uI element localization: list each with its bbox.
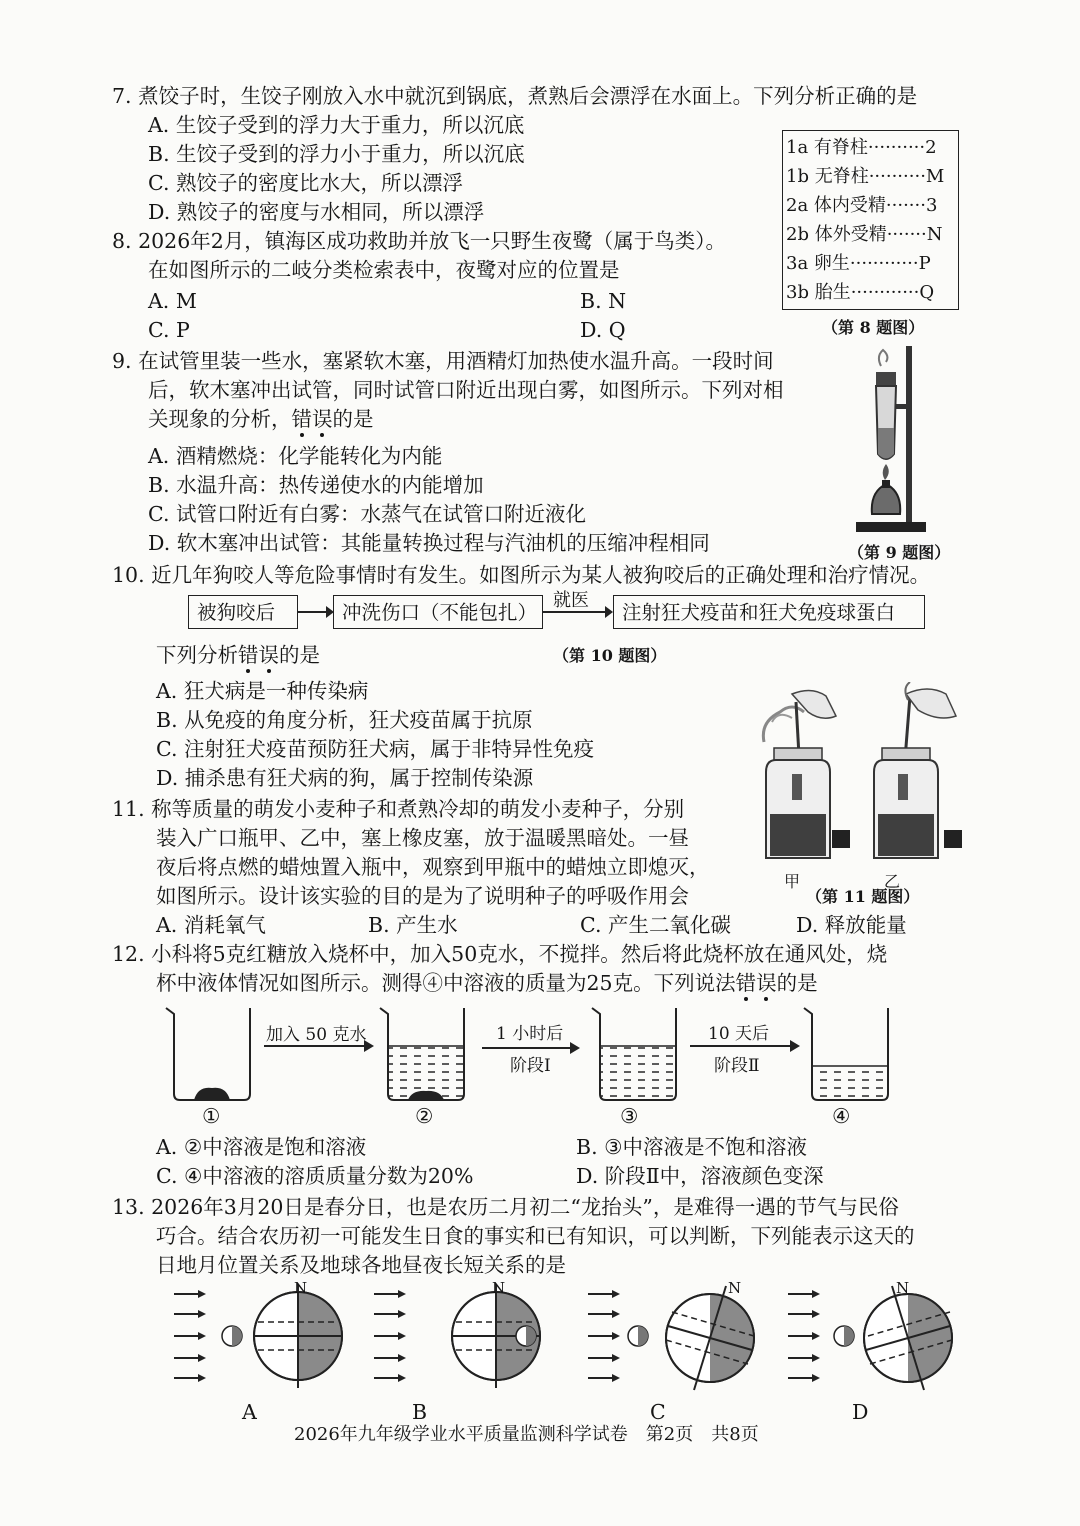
q12-arrow-3-bottom: 阶段Ⅱ bbox=[714, 1056, 760, 1076]
q11-option-c: C. 产生二氧化碳 bbox=[580, 913, 731, 937]
q8-option-b: B. N bbox=[580, 289, 627, 313]
q8-option-c: C. P bbox=[148, 318, 190, 342]
q7-option-a: A. 生饺子受到的浮力大于重力，所以沉底 bbox=[148, 113, 525, 137]
q8-key-row: 2b 体外受精·······N bbox=[786, 224, 943, 245]
q9-test-tube-figure bbox=[848, 342, 928, 538]
q13-option-label-a: A bbox=[242, 1400, 257, 1424]
beaker-3 bbox=[592, 1008, 676, 1100]
q10-flow-step-bitten: 被狗咬后 bbox=[188, 595, 298, 629]
q12-option-b: B. ③中溶液是不饱和溶液 bbox=[576, 1135, 807, 1159]
page-footer: 2026年九年级学业水平质量监测科学试卷 第2页 共8页 bbox=[294, 1424, 759, 1445]
q13-diagram-a bbox=[174, 1284, 344, 1388]
jar-jia bbox=[763, 690, 850, 858]
q12-arrow-1-label: 加入 50 克水 bbox=[266, 1025, 367, 1045]
beaker-1 bbox=[166, 1008, 250, 1100]
q11-option-a: A. 消耗氧气 bbox=[156, 913, 266, 937]
beaker-2 bbox=[380, 1008, 464, 1100]
q10-caption: （第 10 题图） bbox=[553, 646, 667, 665]
q8-option-a: A. M bbox=[148, 289, 197, 313]
q12-stem-1: 12. 小科将5克红糖放入烧杯中，加入50克水，不搅拌。然后将此烧杯放在通风处，烧 bbox=[112, 942, 888, 966]
q9-stem-3-part: 的是 bbox=[332, 407, 374, 431]
q13-option-label-b: B bbox=[412, 1400, 428, 1424]
q13-option-label-d: D bbox=[852, 1400, 869, 1424]
q11-stem-2: 装入广口瓶甲、乙中，塞上橡皮塞，放于温暖黑暗处。一昼 bbox=[156, 826, 689, 850]
q10-sub-part: 的是 bbox=[279, 643, 320, 667]
q11-jars-figure bbox=[752, 682, 972, 872]
q10-flow-label-doctor: 就医 bbox=[553, 590, 589, 611]
q7-option-b: B. 生饺子受到的浮力小于重力，所以沉底 bbox=[148, 142, 525, 166]
q9-option-a: A. 酒精燃烧：化学能转化为内能 bbox=[148, 444, 443, 468]
q12-arrow-3-top: 10 天后 bbox=[708, 1024, 770, 1044]
q12-option-a: A. ②中溶液是饱和溶液 bbox=[156, 1135, 367, 1159]
q8-key-row: 3b 胎生············Q bbox=[786, 282, 935, 303]
q10-flow-arrow bbox=[298, 602, 334, 622]
q10-sub-part: 下列分析 bbox=[156, 643, 238, 667]
q10-sub-stem bbox=[156, 641, 320, 669]
q13-earth-moon-figure bbox=[168, 1280, 968, 1398]
q12-emphasis: 错 bbox=[735, 971, 757, 995]
q8-option-d: D. Q bbox=[580, 318, 626, 342]
q13-north-label-a: N bbox=[294, 1279, 308, 1297]
q8-key-row: 1b 无脊柱··········M bbox=[786, 166, 945, 187]
q11-stem-3: 夜后将点燃的蜡烛置入瓶中，观察到甲瓶中的蜡烛立即熄灭， bbox=[156, 855, 710, 879]
q13-diagram-d bbox=[788, 1286, 954, 1390]
q10-option-b: B. 从免疫的角度分析，狂犬疫苗属于抗原 bbox=[156, 708, 533, 732]
q12-option-c: C. ④中溶液的溶质质量分数为20% bbox=[156, 1164, 474, 1188]
q11-label-yi: 乙 bbox=[884, 872, 901, 891]
q9-option-b: B. 水温升高：热传递使水的内能增加 bbox=[148, 473, 484, 497]
q13-option-label-c: C bbox=[650, 1400, 666, 1424]
q7-stem: 7. 煮饺子时，生饺子刚放入水中就沉到锅底，煮熟后会漂浮在水面上。下列分析正确的是 bbox=[112, 84, 918, 108]
q8-stem-2: 在如图所示的二岐分类检索表中，夜鹭对应的位置是 bbox=[148, 258, 620, 282]
q12-option-d: D. 阶段Ⅱ中，溶液颜色变深 bbox=[576, 1164, 824, 1188]
q13-stem-2: 巧合。结合农历初一可能发生日食的事实和已有知识，可以判断，下列能表示这天的 bbox=[156, 1224, 915, 1248]
q13-north-label-b: N bbox=[492, 1279, 506, 1297]
q12-beaker-label: ③ bbox=[620, 1104, 639, 1128]
q12-beaker-label: ④ bbox=[832, 1104, 851, 1128]
q13-north-label-d: N bbox=[896, 1279, 910, 1297]
q9-emphasis: 误 bbox=[312, 407, 333, 431]
q10-flow-step-vaccine: 注射狂犬疫苗和狂犬免疫球蛋白 bbox=[613, 595, 925, 629]
q8-stem-1: 8. 2026年2月，镇海区成功救助并放飞一只野生夜鹭（属于鸟类）。 bbox=[112, 229, 727, 253]
q10-emphasis: 错 bbox=[238, 643, 259, 667]
q11-label-jia: 甲 bbox=[784, 872, 801, 891]
q13-diagram-b bbox=[374, 1284, 542, 1388]
q11-option-d: D. 释放能量 bbox=[796, 913, 907, 937]
q10-emphasis: 误 bbox=[258, 643, 279, 667]
q9-caption: （第 9 题图） bbox=[848, 543, 951, 562]
q9-stem-3-part: 关现象的分析， bbox=[148, 407, 292, 431]
q12-beaker-label: ① bbox=[202, 1104, 221, 1128]
q11-stem-1: 11. 称等质量的萌发小麦种子和煮熟冷却的萌发小麦种子，分别 bbox=[112, 797, 685, 821]
q8-key-row: 2a 体内受精·······3 bbox=[786, 195, 938, 216]
q8-key-row: 1a 有脊柱··········2 bbox=[786, 137, 937, 158]
q9-option-c: C. 试管口附近有白雾：水蒸气在试管口附近液化 bbox=[148, 502, 586, 526]
q11-stem-4: 如图所示。设计该实验的目的是为了说明种子的呼吸作用会 bbox=[156, 884, 689, 908]
q8-caption: （第 8 题图） bbox=[822, 318, 925, 337]
q9-emphasis: 错 bbox=[291, 407, 312, 431]
q9-option-d: D. 软木塞冲出试管：其能量转换过程与汽油机的压缩冲程相同 bbox=[148, 531, 710, 555]
q8-classification-key bbox=[782, 130, 959, 310]
q13-stem-3: 日地月位置关系及地球各地昼夜长短关系的是 bbox=[156, 1253, 566, 1277]
q9-stem-1: 9. 在试管里装一些水，塞紧软木塞，用酒精灯加热使水温升高。一段时间 bbox=[112, 349, 774, 373]
q10-flow-arrow bbox=[543, 602, 615, 622]
jar-yi bbox=[874, 682, 962, 858]
q7-option-d: D. 熟饺子的密度与水相同，所以漂浮 bbox=[148, 200, 485, 224]
q13-stem-1: 13. 2026年3月20日是春分日，也是农历二月初二“龙抬头”，是难得一遇的节气与民俗 bbox=[112, 1195, 899, 1219]
q12-stem-2-part: 的是 bbox=[776, 971, 818, 995]
q10-option-c: C. 注射狂犬疫苗预防狂犬病，属于非特异性免疫 bbox=[156, 737, 594, 761]
q12-stem-2-part: 杯中液体情况如图所示。测得④中溶液的质量为25克。下列说法 bbox=[156, 971, 736, 995]
q10-flow-step-wash: 冲洗伤口（不能包扎） bbox=[333, 595, 543, 629]
q12-stem-2 bbox=[156, 969, 818, 997]
q8-key-row: 3a 卵生············P bbox=[786, 253, 931, 274]
beaker-4 bbox=[804, 1008, 888, 1100]
q12-emphasis: 误 bbox=[756, 971, 777, 995]
q9-stem-2: 后，软木塞冲出试管，同时试管口附近出现白雾，如图所示。下列对相 bbox=[148, 378, 784, 402]
q11-option-b: B. 产生水 bbox=[368, 913, 458, 937]
q10-option-d: D. 捕杀患有狂犬病的狗，属于控制传染源 bbox=[156, 766, 534, 790]
q10-stem: 10. 近几年狗咬人等危险事情时有发生。如图所示为某人被狗咬后的正确处理和治疗情况。 bbox=[112, 563, 931, 587]
q10-option-a: A. 狂犬病是一种传染病 bbox=[156, 679, 369, 703]
q13-north-label-c: N bbox=[728, 1279, 742, 1297]
q12-beaker-label: ② bbox=[415, 1104, 434, 1128]
q7-option-c: C. 熟饺子的密度比水大，所以漂浮 bbox=[148, 171, 463, 195]
q11-caption: （第 11 题图） bbox=[806, 887, 920, 906]
q12-arrow-2-bottom: 阶段Ⅰ bbox=[510, 1056, 551, 1076]
q13-diagram-c bbox=[588, 1286, 756, 1390]
q12-arrow-2-top: 1 小时后 bbox=[496, 1024, 564, 1044]
q9-stem-3 bbox=[148, 405, 374, 433]
